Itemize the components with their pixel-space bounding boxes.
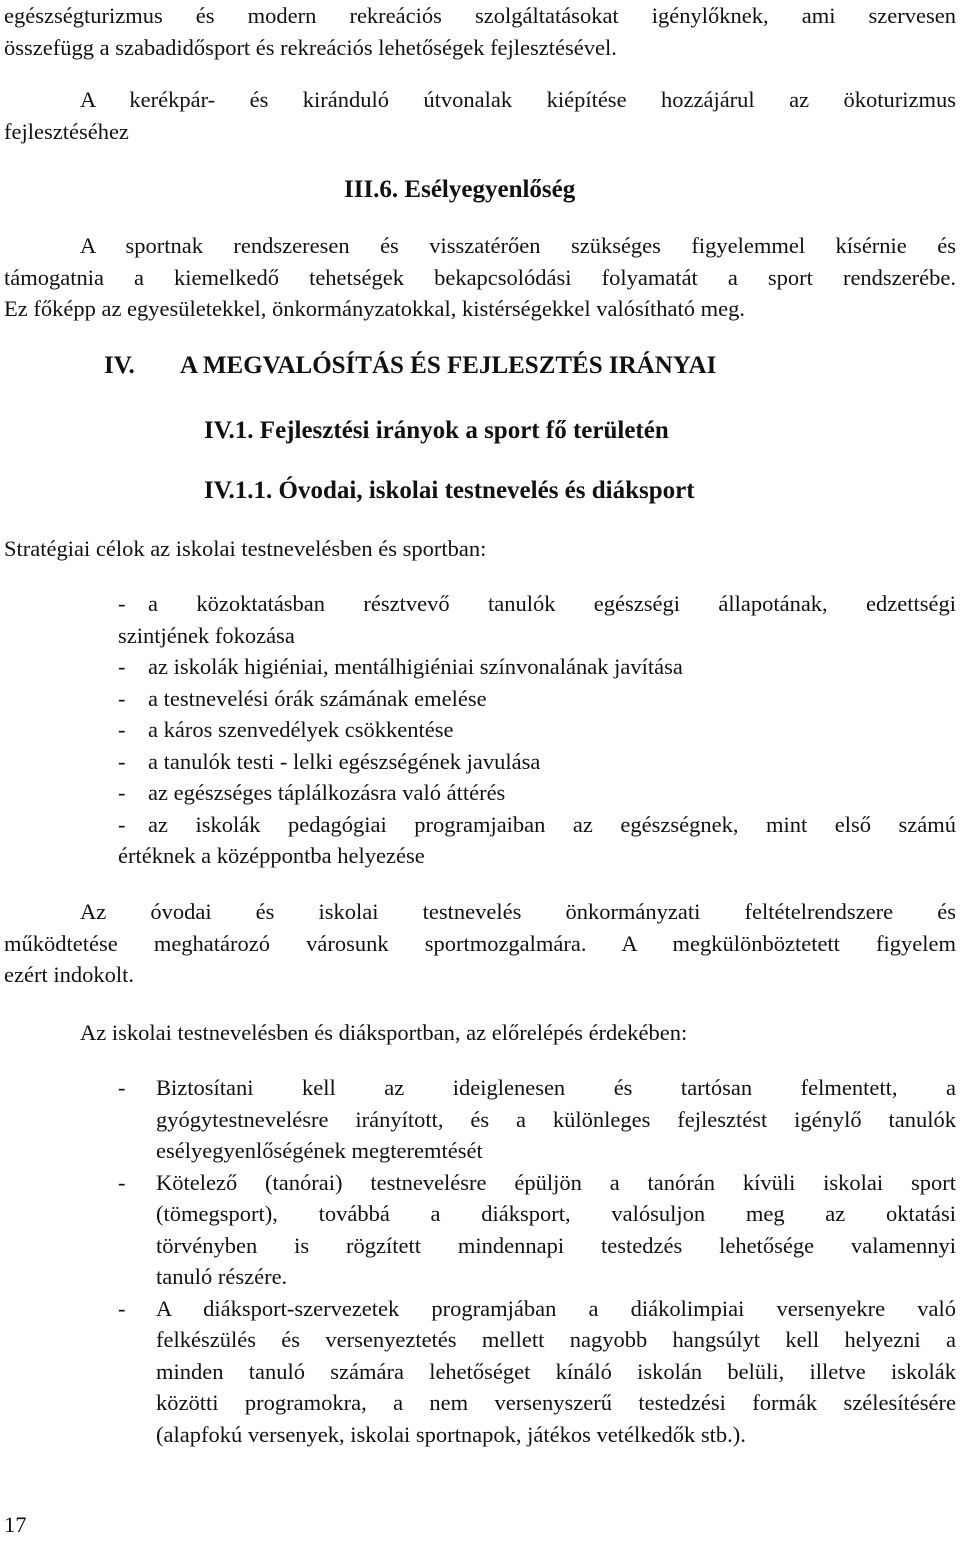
section-heading-4-1: IV.1. Fejlesztési irányok a sport fő területén <box>204 417 669 444</box>
goal-item-line <box>118 683 956 715</box>
action-line: Biztosítani kell az ideiglenesen és tartósan felmentett, a <box>156 1075 956 1100</box>
dash-bullet: - <box>118 1169 126 1195</box>
action-line: (alapfokú versenyek, iskolai sportnapok, játékos vetélkedők stb.). <box>156 1421 746 1447</box>
intro-paragraph-2 <box>4 84 956 147</box>
action-item <box>118 1167 956 1293</box>
dash-bullet: - <box>118 780 126 805</box>
dash-bullet: - <box>118 654 126 679</box>
dash-bullet: - <box>118 811 126 837</box>
goal-text: a tanulók testi - lelki egészségének javulása <box>148 748 541 774</box>
goal-item <box>118 588 956 651</box>
goal-text: a testnevelési órák számának emelése <box>148 685 487 711</box>
goal-item <box>118 809 956 872</box>
equal-opportunity-line-3: Ez főképp az egyesületekkel, önkormányzatokkal, kistérségekkel valósítható meg. <box>4 296 745 321</box>
goal-item-line <box>118 777 956 809</box>
progress-intro-paragraph: Az iskolai testnevelésben és diáksportban, az előrelépés érdekében: <box>80 1020 688 1045</box>
kindergarten-line-1: Az óvodai és iskolai testnevelés önkormányzati feltételrendszere és <box>80 899 956 924</box>
goal-text: a közoktatásban résztvevő tanulók egészségi állapotának, edzettségi <box>148 591 956 616</box>
goal-text-continued: szintjének fokozása <box>118 622 295 648</box>
section-heading-4-1-1: IV.1.1. Óvodai, iskolai testnevelés és diáksport <box>204 477 695 504</box>
goal-text: az iskolák pedagógiai programjaiban az egészségnek, mint első számú <box>148 811 956 837</box>
section-heading-3-6: III.6. Esélyegyenlőség <box>344 176 576 203</box>
dash-bullet: - <box>118 717 126 742</box>
action-line: esélyegyenlőségének megteremtését <box>156 1138 483 1163</box>
kindergarten-line-3: ezért indokolt. <box>4 962 134 987</box>
goal-item-line <box>118 651 956 683</box>
dash-bullet: - <box>118 748 126 774</box>
dash-bullet: - <box>118 685 126 711</box>
goal-item-line <box>118 714 956 746</box>
intro-line-3: A kerékpár- és kiránduló útvonalak kiépítése hozzájárul az ökoturizmus <box>80 87 956 112</box>
intro-line-4: fejlesztéséhez <box>4 118 129 144</box>
section-title-4: A MEGVALÓSÍTÁS ÉS FEJLESZTÉS IRÁNYAI <box>180 352 717 379</box>
action-line: Kötelező (tanórai) testnevelésre épüljön a tanórán kívüli iskolai sport <box>156 1169 956 1195</box>
kindergarten-paragraph <box>4 896 956 991</box>
goals-intro: Stratégiai célok az iskolai testnevelésben és sportban: <box>4 536 487 561</box>
dash-bullet: - <box>118 1295 126 1321</box>
action-line: tanuló részére. <box>156 1264 288 1289</box>
goal-text: az egészséges táplálkozásra való áttérés <box>148 780 506 805</box>
goal-text: a káros szenvedélyek csökkentése <box>148 717 454 742</box>
kindergarten-line-2: működtetése meghatározó városunk sportmozgalmára. A megkülönböztetett figyelem <box>4 930 956 956</box>
dash-bullet: - <box>118 591 126 616</box>
equal-opportunity-paragraph <box>4 230 956 325</box>
goal-item <box>118 683 956 715</box>
action-line: törvényben is rögzített mindennapi testedzés lehetősége valamennyi <box>156 1232 956 1258</box>
goal-item <box>118 651 956 683</box>
intro-line-1: egészségturizmus és modern rekreációs szolgáltatásokat igénylőknek, ami szervesen <box>4 3 956 28</box>
goals-list <box>118 588 956 872</box>
equal-opportunity-line-2: támogatnia a kiemelkedő tehetségek bekapcsolódási folyamatát a sport rendszerébe. <box>4 264 956 290</box>
action-line: felkészülés és versenyeztetés mellett nagyobb hangsúlyt kell helyezni a <box>156 1327 956 1352</box>
goal-item-line <box>118 588 956 620</box>
dash-bullet: - <box>118 1075 126 1100</box>
goal-item <box>118 714 956 746</box>
goal-text-continued: értéknek a középpontba helyezése <box>118 843 425 868</box>
equal-opportunity-line-1: A sportnak rendszeresen és visszatérően szükséges figyelemmel kísérnie és <box>80 233 956 258</box>
goal-item <box>118 746 956 778</box>
actions-list <box>118 1072 956 1450</box>
action-line: (tömegsport), továbbá a diáksport, valósuljon meg az oktatási <box>156 1201 956 1226</box>
section-number-4: IV. <box>104 352 135 379</box>
action-item <box>118 1293 956 1451</box>
action-item <box>118 1072 956 1167</box>
goal-text: az iskolák higiéniai, mentálhigiéniai színvonalának javítása <box>148 654 683 679</box>
goal-item-line <box>118 746 956 778</box>
action-line: minden tanuló számára lehetőséget kínáló iskolán belüli, illetve iskolák <box>156 1358 956 1384</box>
intro-paragraph <box>4 0 956 63</box>
action-line: A diáksport-szervezetek programjában a diákolimpiai versenyekre való <box>156 1295 956 1321</box>
goal-item-line <box>118 809 956 841</box>
action-line: közötti programokra, a nem versenyszerű testedzési formák szélesítésére <box>156 1390 956 1415</box>
action-line: gyógytestnevelésre irányított, és a különleges fejlesztést igénylő tanulók <box>156 1106 956 1132</box>
page-number: 17 <box>4 1512 27 1537</box>
intro-line-2: összefügg a szabadidősport és rekreációs lehetőségek fejlesztésével. <box>4 34 617 60</box>
goal-item <box>118 777 956 809</box>
